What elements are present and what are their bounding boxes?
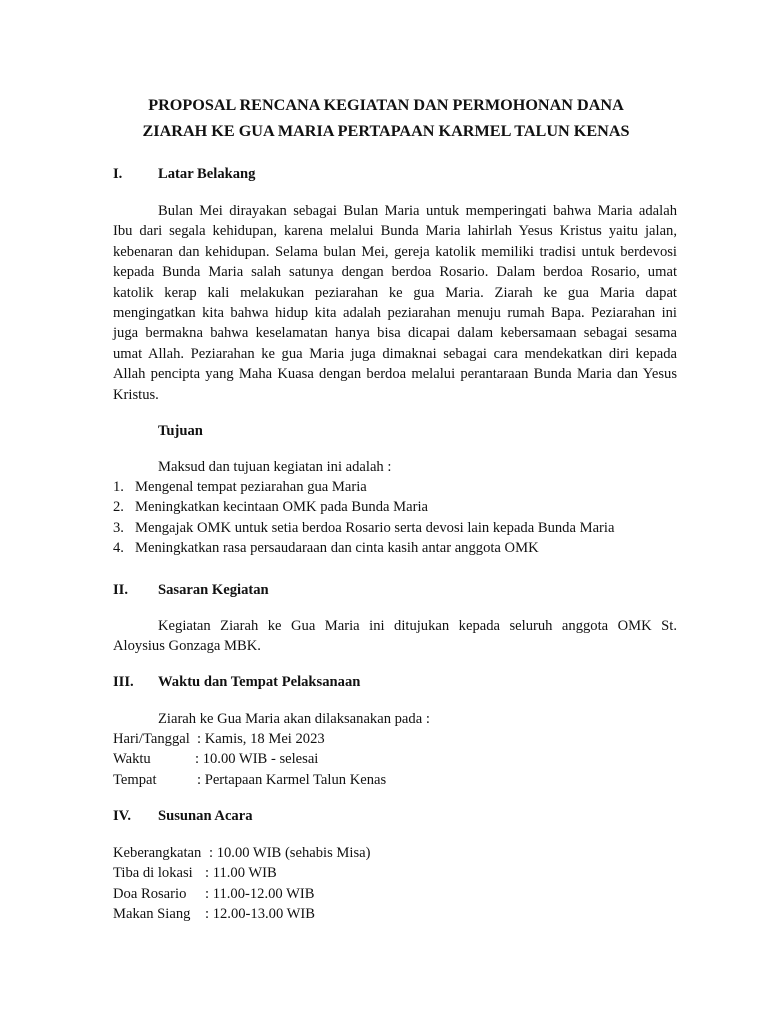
table-row: Hari/Tanggal : Kamis, 18 Mei 2023 bbox=[113, 731, 325, 747]
title-line-2: ZIARAH KE GUA MARIA PERTAPAAN KARMEL TALUN KENAS bbox=[142, 122, 630, 140]
list-item: 4. Meningkatkan rasa persaudaraan dan cinta kasih antar anggota OMK bbox=[113, 540, 539, 557]
list-item: 1. Mengenal tempat peziarahan gua Maria bbox=[113, 479, 367, 495]
paragraph-line: Allah pencipta yang Maha Kuasa dengan berdoa melalui perantaraan Bunda Maria dan Yesus bbox=[113, 366, 677, 383]
section-4-title: Susunan Acara bbox=[158, 808, 253, 824]
paragraph-line: kebenaran dan kehidupan. Selama bulan Mei, gereja katolik memiliki tradisi untuk berdevosi bbox=[113, 243, 677, 260]
paragraph-line: Aloysius Gonzaga MBK. bbox=[113, 638, 261, 655]
agenda-table bbox=[113, 843, 370, 925]
paragraph-line: kepada Bunda Maria salah satunya dengan berdoa Rosario. Dalam berdoa Rosario, umat bbox=[113, 264, 677, 281]
tujuan-list bbox=[113, 477, 614, 559]
schedule-table bbox=[113, 729, 386, 790]
paragraph-line: katolik kerap kali melakukan peziarahan ke gua Maria. Ziarah ke gua Maria dapat bbox=[113, 284, 677, 301]
section-3-number: III. bbox=[113, 674, 134, 690]
section-2-heading bbox=[113, 580, 269, 600]
paragraph-line: Bulan Mei dirayakan sebagai Bulan Maria untuk memperingati bahwa Maria adalah bbox=[158, 203, 677, 219]
section-4-number: IV. bbox=[113, 808, 131, 824]
document-title bbox=[80, 92, 692, 144]
paragraph-line: Kristus. bbox=[113, 386, 159, 403]
title-line-1: PROPOSAL RENCANA KEGIATAN DAN PERMOHONAN DANA bbox=[148, 96, 624, 114]
section-1-number: I. bbox=[113, 166, 123, 182]
section-3-heading bbox=[113, 672, 360, 692]
section-3-title: Waktu dan Tempat Pelaksanaan bbox=[158, 674, 361, 690]
paragraph-line: Ibu dari segala kehidupan, karena melalui Bunda Maria lahirlah Yesus Kristus yaitu jalan, bbox=[113, 223, 677, 240]
paragraph-line: umat Allah. Peziarahan ke gua Maria juga dimaknai sebagai cara mendekatkan diri kepada bbox=[113, 345, 677, 362]
list-item: 3. Mengajak OMK untuk setia berdoa Rosario serta devosi lain kepada Bunda Maria bbox=[113, 519, 615, 536]
section-4-heading bbox=[113, 806, 253, 826]
section-1-paragraph bbox=[113, 201, 677, 405]
paragraph-line: mengingatkan kita bahwa hidup kita adalah peziarahan menuju rumah Bapa. Peziarahan ini bbox=[113, 305, 677, 322]
table-row: Makan Siang : 12.00-13.00 WIB bbox=[113, 906, 315, 923]
table-row: Keberangkatan : 10.00 WIB (sehabis Misa) bbox=[113, 845, 371, 861]
section-1-title: Latar Belakang bbox=[158, 166, 256, 182]
section-2-title: Sasaran Kegiatan bbox=[158, 582, 269, 598]
section-2-paragraph bbox=[113, 616, 677, 657]
table-row: Tiba di lokasi : 11.00 WIB bbox=[113, 865, 277, 882]
list-item: 2. Meningkatkan kecintaan OMK pada Bunda Maria bbox=[113, 499, 429, 516]
table-row: Tempat : Pertapaan Karmel Talun Kenas bbox=[113, 771, 387, 788]
paragraph-line: Kegiatan Ziarah ke Gua Maria ini ditujukan kepada seluruh anggota OMK St. bbox=[158, 618, 677, 634]
tujuan-heading: Tujuan bbox=[158, 423, 203, 439]
section-2-number: II. bbox=[113, 582, 129, 598]
section-3-intro: Ziarah ke Gua Maria akan dilaksanakan pada : bbox=[158, 711, 430, 727]
table-row: Waktu : 10.00 WIB - selesai bbox=[113, 751, 319, 768]
section-1-heading bbox=[113, 164, 255, 184]
tujuan-intro: Maksud dan tujuan kegiatan ini adalah : bbox=[158, 459, 392, 475]
paragraph-line: juga bermakna bahwa keselamatan hanya bisa dicapai dalam kebersamaan sebagai sesama bbox=[113, 325, 677, 342]
table-row: Doa Rosario : 11.00-12.00 WIB bbox=[113, 885, 315, 902]
